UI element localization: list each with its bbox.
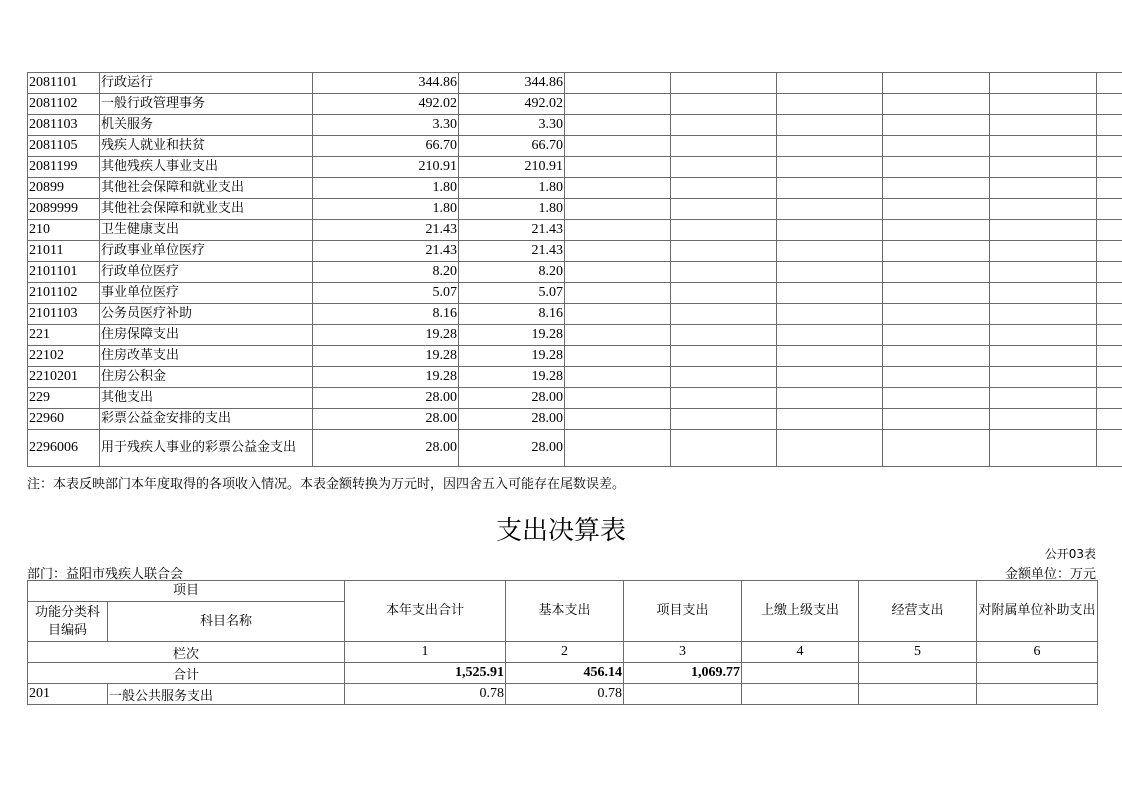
table-row (28, 367, 1122, 388)
empty-cell (565, 136, 671, 157)
empty-cell (777, 94, 883, 115)
empty-cell (1097, 115, 1122, 136)
row-total: 1.80 (313, 178, 459, 199)
empty-cell (883, 409, 990, 430)
empty-cell (565, 157, 671, 178)
empty-cell (990, 94, 1097, 115)
empty-cell (990, 157, 1097, 178)
column-number-row (28, 642, 1098, 663)
empty-cell (777, 346, 883, 367)
table-row (28, 241, 1122, 262)
empty-cell (859, 663, 977, 684)
empty-cell (1097, 304, 1122, 325)
empty-cell (1097, 325, 1122, 346)
row-code: 2081102 (28, 94, 100, 115)
row-total: 28.00 (313, 430, 459, 467)
empty-cell (671, 325, 777, 346)
row-total: 21.43 (313, 241, 459, 262)
empty-cell (990, 136, 1097, 157)
expenditure-table (27, 580, 1098, 705)
header-project: 项目支出 (624, 581, 742, 642)
row-basic: 19.28 (459, 325, 565, 346)
row-name: 卫生健康支出 (100, 220, 313, 241)
empty-cell (671, 262, 777, 283)
empty-cell (883, 157, 990, 178)
row-code: 229 (28, 388, 100, 409)
empty-cell (990, 430, 1097, 467)
row-total: 28.00 (313, 409, 459, 430)
empty-cell (565, 388, 671, 409)
empty-cell (777, 388, 883, 409)
empty-cell (1097, 73, 1122, 94)
sum-row (28, 663, 1098, 684)
row-name: 机关服务 (100, 115, 313, 136)
empty-cell (777, 157, 883, 178)
empty-cell (671, 136, 777, 157)
empty-cell (990, 346, 1097, 367)
table-row (28, 325, 1122, 346)
sum-label: 合计 (28, 663, 345, 684)
row-basic: 21.43 (459, 241, 565, 262)
table-row (28, 178, 1122, 199)
row-total: 5.07 (313, 283, 459, 304)
row-basic: 1.80 (459, 199, 565, 220)
row-total: 210.91 (313, 157, 459, 178)
empty-cell (990, 409, 1097, 430)
empty-cell (883, 115, 990, 136)
empty-cell (883, 367, 990, 388)
empty-cell (671, 199, 777, 220)
header-item: 项目 (28, 581, 345, 602)
table-note: 注：本表反映部门本年度取得的各项收入情况。本表金额转换为万元时，因四舍五入可能存在尾数误差。 (27, 477, 626, 492)
empty-cell (565, 241, 671, 262)
header-basic: 基本支出 (506, 581, 624, 642)
empty-cell (777, 367, 883, 388)
empty-cell (565, 94, 671, 115)
empty-cell (883, 220, 990, 241)
empty-cell (565, 262, 671, 283)
row-basic: 344.86 (459, 73, 565, 94)
empty-cell (671, 178, 777, 199)
header-subsidiary: 对附属单位补助支出 (977, 581, 1098, 642)
row-name: 一般行政管理事务 (100, 94, 313, 115)
empty-cell (990, 199, 1097, 220)
empty-cell (990, 367, 1097, 388)
empty-cell (671, 430, 777, 467)
col-row-label: 栏次 (28, 642, 345, 663)
department-label: 部门：益阳市残疾人联合会 (27, 567, 184, 582)
row-total: 19.28 (313, 367, 459, 388)
row-code: 2101102 (28, 283, 100, 304)
table-row (28, 262, 1122, 283)
empty-cell (883, 304, 990, 325)
empty-cell (742, 663, 859, 684)
row-total: 3.30 (313, 115, 459, 136)
empty-cell (1097, 220, 1122, 241)
row-code: 221 (28, 325, 100, 346)
empty-cell (990, 241, 1097, 262)
row-name: 行政单位医疗 (100, 262, 313, 283)
row-code: 20899 (28, 178, 100, 199)
empty-cell (777, 409, 883, 430)
empty-cell (777, 115, 883, 136)
row-basic: 492.02 (459, 94, 565, 115)
empty-cell (1097, 94, 1122, 115)
row-basic: 0.78 (506, 684, 624, 705)
empty-cell (777, 220, 883, 241)
row-name: 行政运行 (100, 73, 313, 94)
row-basic: 28.00 (459, 388, 565, 409)
empty-cell (990, 325, 1097, 346)
table-row (28, 388, 1122, 409)
table-row (28, 157, 1122, 178)
row-total: 19.28 (313, 346, 459, 367)
empty-cell (1097, 157, 1122, 178)
empty-cell (671, 388, 777, 409)
empty-cell (990, 220, 1097, 241)
row-basic: 210.91 (459, 157, 565, 178)
empty-cell (565, 430, 671, 467)
empty-cell (1097, 346, 1122, 367)
row-code: 22960 (28, 409, 100, 430)
row-basic: 19.28 (459, 367, 565, 388)
amount-unit-label: 金额单位：万元 (1004, 567, 1096, 582)
empty-cell (671, 346, 777, 367)
row-code: 2089999 (28, 199, 100, 220)
empty-cell (777, 241, 883, 262)
table-row (28, 283, 1122, 304)
empty-cell (883, 178, 990, 199)
empty-cell (671, 367, 777, 388)
row-basic: 21.43 (459, 220, 565, 241)
row-code: 210 (28, 220, 100, 241)
empty-cell (671, 157, 777, 178)
empty-cell (565, 346, 671, 367)
empty-cell (883, 262, 990, 283)
row-basic: 8.16 (459, 304, 565, 325)
row-name: 住房改革支出 (100, 346, 313, 367)
empty-cell (990, 115, 1097, 136)
empty-cell (990, 304, 1097, 325)
col-num: 2 (506, 642, 624, 663)
row-basic: 28.00 (459, 430, 565, 467)
page-title: 支出决算表 (495, 516, 626, 546)
row-name: 用于残疾人事业的彩票公益金支出 (100, 430, 313, 467)
empty-cell (565, 367, 671, 388)
table-row (28, 684, 1098, 705)
table-row (28, 136, 1122, 157)
table-row (28, 115, 1122, 136)
empty-cell (565, 178, 671, 199)
empty-cell (1097, 367, 1122, 388)
col-num: 6 (977, 642, 1098, 663)
row-total: 1.80 (313, 199, 459, 220)
empty-cell (859, 684, 977, 705)
row-total: 66.70 (313, 136, 459, 157)
col-num: 3 (624, 642, 742, 663)
empty-cell (1097, 199, 1122, 220)
row-total: 8.20 (313, 262, 459, 283)
empty-cell (1097, 136, 1122, 157)
empty-cell (883, 94, 990, 115)
row-code: 201 (28, 684, 108, 705)
empty-cell (777, 283, 883, 304)
header-code: 功能分类科目编码 (28, 602, 108, 642)
empty-cell (671, 73, 777, 94)
empty-cell (990, 178, 1097, 199)
empty-cell (883, 283, 990, 304)
row-name: 住房保障支出 (100, 325, 313, 346)
empty-cell (990, 388, 1097, 409)
empty-cell (883, 325, 990, 346)
empty-cell (1097, 283, 1122, 304)
empty-cell (777, 199, 883, 220)
sum-project: 1,069.77 (624, 663, 742, 684)
row-total: 8.16 (313, 304, 459, 325)
table-row (28, 73, 1122, 94)
empty-cell (1097, 241, 1122, 262)
row-code: 22102 (28, 346, 100, 367)
empty-cell (671, 241, 777, 262)
row-total: 28.00 (313, 388, 459, 409)
sum-basic: 456.14 (506, 663, 624, 684)
header-total: 本年支出合计 (345, 581, 506, 642)
income-detail-table (27, 72, 1122, 467)
empty-cell (671, 283, 777, 304)
empty-cell (671, 409, 777, 430)
row-basic: 3.30 (459, 115, 565, 136)
form-number: 公开03表 (1044, 547, 1096, 561)
table-row (28, 94, 1122, 115)
row-code: 2101103 (28, 304, 100, 325)
row-code: 2081101 (28, 73, 100, 94)
row-name: 住房公积金 (100, 367, 313, 388)
table-row (28, 304, 1122, 325)
row-name: 其他社会保障和就业支出 (100, 178, 313, 199)
empty-cell (777, 304, 883, 325)
empty-cell (883, 430, 990, 467)
row-total: 0.78 (345, 684, 506, 705)
empty-cell (977, 684, 1098, 705)
row-code: 2210201 (28, 367, 100, 388)
row-code: 2081199 (28, 157, 100, 178)
row-code: 2081105 (28, 136, 100, 157)
col-num: 5 (859, 642, 977, 663)
header-name: 科目名称 (108, 602, 345, 642)
empty-cell (565, 115, 671, 136)
empty-cell (977, 663, 1098, 684)
empty-cell (1097, 178, 1122, 199)
row-name: 其他支出 (100, 388, 313, 409)
table-row (28, 346, 1122, 367)
sum-total: 1,525.91 (345, 663, 506, 684)
row-code: 2081103 (28, 115, 100, 136)
table-row (28, 430, 1122, 467)
empty-cell (1097, 262, 1122, 283)
empty-cell (671, 220, 777, 241)
col-num: 1 (345, 642, 506, 663)
empty-cell (990, 283, 1097, 304)
header-upper: 上缴上级支出 (742, 581, 859, 642)
empty-cell (671, 115, 777, 136)
row-total: 492.02 (313, 94, 459, 115)
empty-cell (883, 241, 990, 262)
row-total: 344.86 (313, 73, 459, 94)
empty-cell (883, 199, 990, 220)
row-basic: 19.28 (459, 346, 565, 367)
row-basic: 1.80 (459, 178, 565, 199)
row-name: 公务员医疗补助 (100, 304, 313, 325)
empty-cell (1097, 388, 1122, 409)
empty-cell (990, 73, 1097, 94)
empty-cell (777, 325, 883, 346)
empty-cell (777, 430, 883, 467)
row-name: 其他残疾人事业支出 (100, 157, 313, 178)
row-basic: 28.00 (459, 409, 565, 430)
row-name: 事业单位医疗 (100, 283, 313, 304)
empty-cell (565, 220, 671, 241)
empty-cell (883, 136, 990, 157)
header-business: 经营支出 (859, 581, 977, 642)
empty-cell (883, 388, 990, 409)
row-name: 行政事业单位医疗 (100, 241, 313, 262)
table-row (28, 409, 1122, 430)
empty-cell (777, 136, 883, 157)
empty-cell (883, 73, 990, 94)
empty-cell (777, 262, 883, 283)
row-name: 残疾人就业和扶贫 (100, 136, 313, 157)
row-total: 21.43 (313, 220, 459, 241)
empty-cell (1097, 430, 1122, 467)
empty-cell (1097, 409, 1122, 430)
row-code: 2296006 (28, 430, 100, 467)
row-basic: 8.20 (459, 262, 565, 283)
empty-cell (565, 73, 671, 94)
empty-cell (883, 346, 990, 367)
empty-cell (565, 325, 671, 346)
table-row (28, 199, 1122, 220)
table-row (28, 220, 1122, 241)
row-name: 其他社会保障和就业支出 (100, 199, 313, 220)
empty-cell (777, 178, 883, 199)
row-total: 19.28 (313, 325, 459, 346)
empty-cell (671, 94, 777, 115)
empty-cell (565, 304, 671, 325)
row-basic: 5.07 (459, 283, 565, 304)
empty-cell (742, 684, 859, 705)
row-name: 一般公共服务支出 (108, 684, 345, 705)
empty-cell (565, 283, 671, 304)
empty-cell (777, 73, 883, 94)
row-name: 彩票公益金安排的支出 (100, 409, 313, 430)
row-code: 21011 (28, 241, 100, 262)
empty-cell (565, 199, 671, 220)
empty-cell (671, 304, 777, 325)
row-code: 2101101 (28, 262, 100, 283)
empty-cell (990, 262, 1097, 283)
col-num: 4 (742, 642, 859, 663)
empty-cell (624, 684, 742, 705)
empty-cell (565, 409, 671, 430)
row-basic: 66.70 (459, 136, 565, 157)
